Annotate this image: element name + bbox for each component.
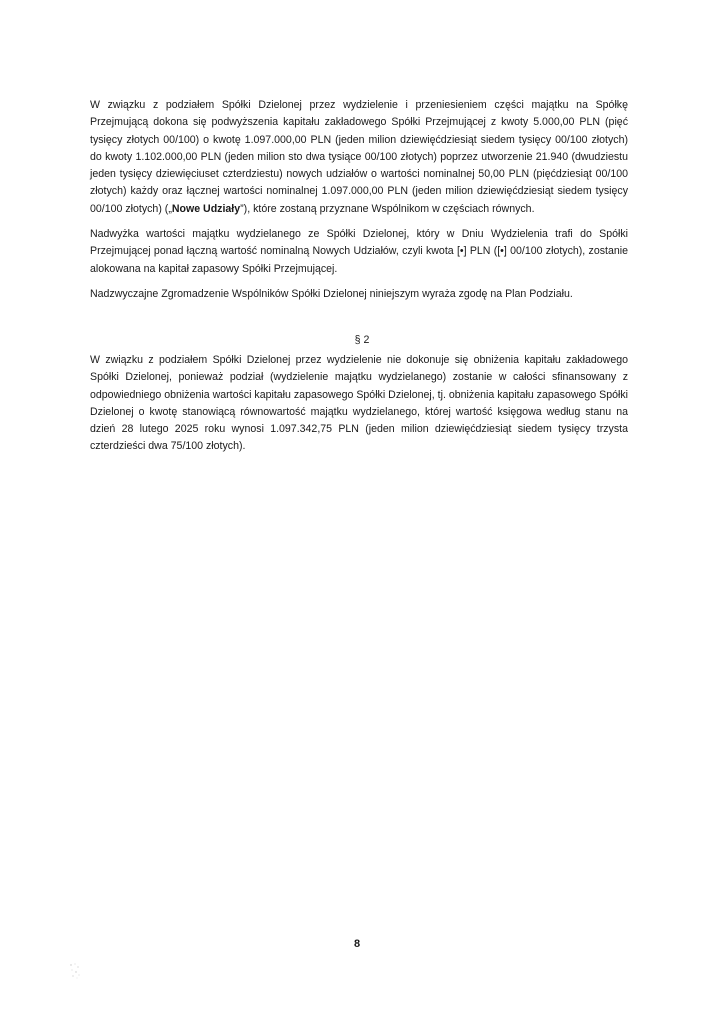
- page-number: 8: [353, 938, 361, 950]
- scan-artifact-icon: [68, 962, 82, 980]
- defined-term-new-shares: Nowe Udziały: [171, 202, 241, 215]
- paragraph-1-ending: ”), które zostaną przyznane Wspólnikom w częściach równych.: [240, 202, 535, 215]
- paragraph-share-capital-increase: [90, 97, 628, 218]
- section-heading: § 2: [354, 334, 370, 346]
- paragraph-1-text: W związku z podziałem Spółki Dzielonej przez wydzielenie i przeniesieniem części majątku na Spółkę Przejmującą dokona się podwyższenia kapitału zakładowego Spółki Przejmującej z kwoty 5.000,00 PLN (pięć tysięcy złotych 00/100) o kwotę 1.097.000,00 PLN (jeden milion dziewięćdziesiąt siedem tysięcy 00/100 złotych) do kwoty 1.102.000,00 PLN (jeden milion sto dwa tysiące 00/100 złotych) poprzez utworzenie 21.940 (dwudziestu jeden tysięcy dziewięciuset czterdziestu) nowych udziałów o wartości nominalnej 50,00 PLN (pięćdziesiąt 00/100 złotych) każdy oraz łącznej wartości nominalnej 1.097.000,00 PLN (jeden milion dziewięćdziesiąt siedem tysięcy 00/100 złotych) („: [90, 99, 628, 215]
- paragraph-surplus-allocation: Nadwyżka wartości majątku wydzielanego ze Spółki Dzielonej, który w Dniu Wydzielenia trafi do Spółki Przejmującej ponad łączną wartość nominalną Nowych Udziałów, czyli kwota [•] PLN ([•] 00/100 złotych), zostanie alokowana na kapitał zapasowy Spółki Przejmującej.: [90, 228, 628, 275]
- paragraph-meeting-consent: Nadzwyczajne Zgromadzenie Wspólników Spółki Dzielonej niniejszym wyraża zgodę na Plan Podziału.: [90, 288, 573, 300]
- paragraph-no-capital-reduction: W związku z podziałem Spółki Dzielonej przez wydzielenie nie dokonuje się obniżenia kapitału zakładowego Spółki Dzielonej, ponieważ podział (wydzielenie majątku wydzielanego) zostanie w całości sfinansowany z odpowiedniego obniżenia wartości kapitału zapasowego Spółki Dzielonej, tj. obniżenia kapitału zapasowego Spółki Dzielonej o kwotę stanowiącą równowartość majątku wydzielanego, której wartość księgowa według stanu na dzień 28 lutego 2025 roku wynosi 1.097.342,75 PLN (jeden milion dziewięćdziesiąt siedem tysięcy trzysta czterdzieści dwa 75/100 złotych).: [90, 354, 628, 453]
